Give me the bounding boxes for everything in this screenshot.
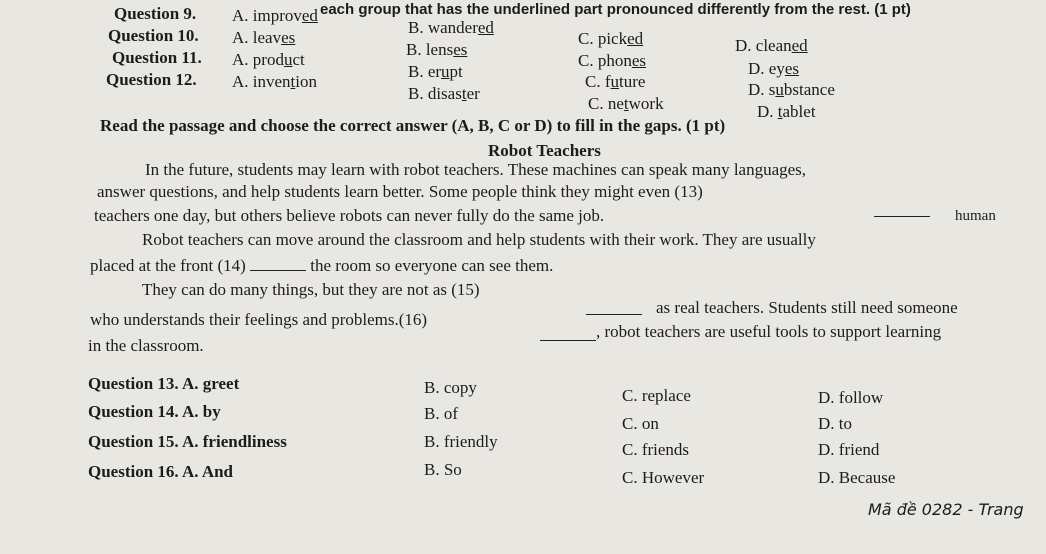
- question-13-option-d: D. follow: [818, 388, 884, 407]
- question-10-option-c: C. phones: [578, 51, 647, 70]
- question-10-option-a: A. leaves: [232, 28, 296, 47]
- passage-line: Robot teachers can move around the classroom and help students with their work. They are usually: [142, 230, 816, 249]
- question-15-option-b: B. friendly: [424, 432, 498, 451]
- question-14-option-c: C. on: [622, 414, 659, 433]
- question-10-option-d: D. eyes: [748, 59, 799, 78]
- passage-line: human: [955, 208, 996, 224]
- question-12-option-a: A. invention: [232, 72, 318, 91]
- question-10-option-b: B. lenses: [406, 40, 468, 59]
- question-14-label: Question 14. A. by: [88, 402, 221, 421]
- gap-14-blank: [250, 258, 306, 271]
- question-12-option-b: B. disaster: [408, 84, 480, 103]
- section-instruction: each group that has the underlined part pronounced differently from the rest. (1 pt): [320, 1, 911, 18]
- question-16-option-c: C. However: [622, 468, 705, 487]
- question-15-option-d: D. friend: [818, 440, 880, 459]
- question-15-label: Question 15. A. friendliness: [88, 432, 287, 451]
- gap-15-blank: [586, 300, 642, 320]
- reading-instruction: Read the passage and choose the correct answer (A, B, C or D) to fill in the gaps. (1 pt): [100, 116, 726, 135]
- passage-line: answer questions, and help students learn better. Some people think they might even (13): [97, 182, 703, 201]
- passage-line: They can do many things, but they are not as (15): [142, 280, 480, 299]
- question-16-option-b: B. So: [424, 460, 462, 479]
- passage-line: In the future, students may learn with robot teachers. These machines can speak many languages,: [145, 160, 807, 179]
- question-9-option-d: D. cleaned: [735, 36, 808, 55]
- gap-16-blank: [540, 326, 596, 346]
- question-16-option-d: D. Because: [818, 468, 896, 487]
- page-footer: Mã đề 0282 - Trang: [868, 500, 1024, 519]
- question-15-option-c: C. friends: [622, 440, 690, 459]
- question-11-option-a: A. product: [232, 50, 305, 69]
- passage-line: , robot teachers are useful tools to support learning: [596, 322, 942, 341]
- question-12-option-c: C. network: [588, 94, 664, 113]
- question-12-label: Question 12.: [106, 70, 197, 89]
- question-11-option-d: D. substance: [748, 80, 835, 99]
- passage-line: who understands their feelings and problems.(16): [90, 310, 428, 329]
- question-14-option-d: D. to: [818, 414, 852, 433]
- question-9-option-b: B. wandered: [408, 18, 494, 37]
- question-14-option-b: B. of: [424, 404, 458, 423]
- gap-13-blank: [874, 202, 930, 222]
- passage-line: teachers one day, but others believe robots can never fully do the same job.: [94, 206, 605, 225]
- question-9-option-a: A. improved: [232, 6, 318, 25]
- question-9-label: Question 9.: [114, 4, 197, 23]
- passage-title: Robot Teachers: [488, 141, 601, 160]
- question-16-label: Question 16. A. And: [88, 462, 234, 481]
- question-13-option-b: B. copy: [424, 378, 477, 397]
- question-10-label: Question 10.: [108, 26, 199, 45]
- passage-line: in the classroom.: [88, 336, 204, 355]
- question-11-option-c: C. future: [585, 72, 646, 91]
- question-13-label: Question 13. A. greet: [88, 374, 240, 393]
- question-9-option-c: C. picked: [578, 29, 644, 48]
- passage-line: placed at the front (14) the room so everyone can see them.: [90, 256, 554, 275]
- question-12-option-d: D. tablet: [757, 102, 816, 121]
- question-13-option-c: C. replace: [622, 386, 691, 405]
- question-11-label: Question 11.: [112, 48, 202, 67]
- passage-line: as real teachers. Students still need someone: [656, 298, 958, 317]
- question-11-option-b: B. erupt: [408, 62, 463, 81]
